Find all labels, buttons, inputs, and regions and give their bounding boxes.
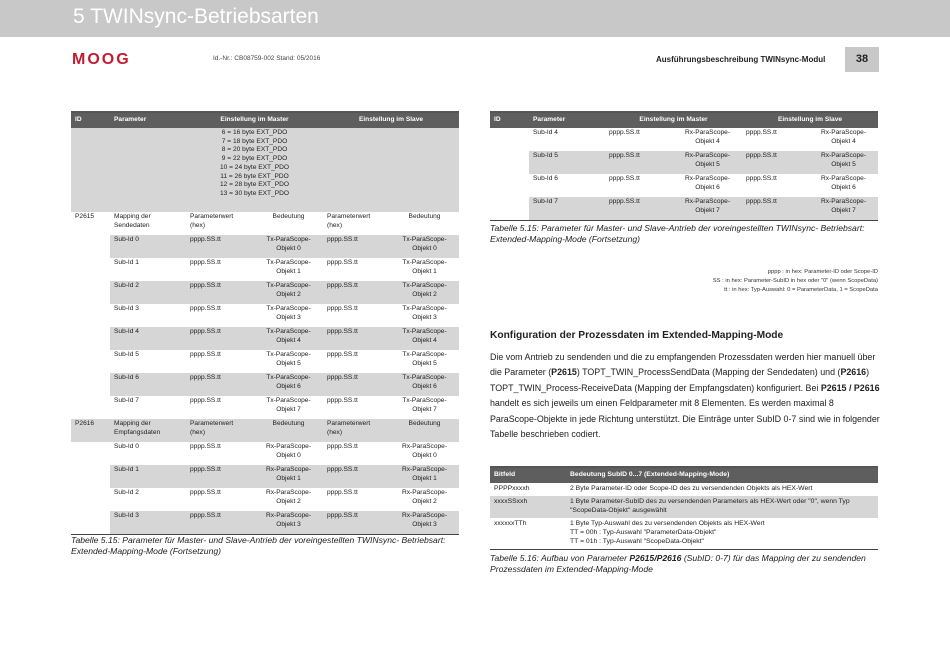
table-row: Sub-Id 2 pppp.SS.tt Rx-ParaScope-Objekt 2 pppp.SS.tt Rx-ParaScope-Objekt 2 — [114, 489, 448, 505]
document-title: Ausführungsbeschreibung TWINsync-Modul — [656, 55, 826, 64]
header-slave: Einstellung im Slave — [323, 112, 459, 128]
header-bitfeld: Bitfeld — [490, 467, 566, 483]
table-row: Sub-Id 6 pppp.SS.tt Rx-ParaScope-Objekt 6 pppp.SS.tt Rx-ParaScope-Objekt 6 — [533, 175, 867, 191]
param-name: Mapping der Empfangsdaten — [110, 419, 186, 442]
parameter-table-right — [490, 111, 878, 221]
bitfeld-table — [490, 466, 878, 550]
chapter-title: 5 TWINsync-Betriebsarten — [73, 5, 319, 28]
table-row: Sub-Id 5 pppp.SS.tt Rx-ParaScope-Objekt 5 pppp.SS.tt Rx-ParaScope-Objekt 5 — [490, 151, 878, 174]
table-row: Sub-Id 6 pppp.SS.tt Tx-ParaScope-Objekt 6 pppp.SS.tt Tx-ParaScope-Objekt 6 — [71, 373, 459, 396]
param-id: P2615 — [75, 213, 95, 220]
pdo-line: 10 = 24 byte EXT_PDO — [219, 163, 290, 171]
col-parameterwert: Parameterwert (hex) — [327, 213, 371, 229]
header-parameter: Parameter — [529, 112, 605, 128]
header-id: ID — [490, 112, 529, 128]
param-name: Mapping der Sendedaten — [114, 213, 151, 229]
legend-line: pppp : in hex: Parameter-ID oder Scope-ID — [767, 269, 878, 275]
legend-line: tt : in hex: Typ-Auswahl: 0 = ParameterData, 1 = ScopeData — [724, 286, 878, 293]
header-master: Einstellung im Master — [186, 112, 323, 128]
table-row: Sub-Id 1 pppp.SS.tt Tx-ParaScope-Objekt 1 pppp.SS.tt Tx-ParaScope-Objekt 1 — [114, 259, 447, 275]
col-parameterwert: Parameterwert (hex) — [190, 213, 234, 229]
table-row: Sub-Id 1 pppp.SS.tt Rx-ParaScope-Objekt 1 pppp.SS.tt Rx-ParaScope-Objekt 1 — [71, 465, 459, 488]
col-bedeutung: Bedeutung — [390, 419, 459, 442]
table-row: Sub-Id 7 pppp.SS.tt Rx-ParaScope-Objekt 7 pppp.SS.tt Rx-ParaScope-Objekt 7 — [490, 197, 878, 220]
pdo-line: 8 = 20 byte EXT_PDO — [221, 146, 288, 154]
col-parameterwert: Parameterwert (hex) — [186, 419, 254, 442]
pdo-line: 6 = 16 byte EXT_PDO — [221, 129, 288, 136]
legend-line: SS : in hex: Parameter-SubID in hex oder "0" (wenn ScopeData) — [712, 277, 878, 284]
table-row-p2616 — [71, 419, 459, 442]
col-parameterwert: Parameterwert (hex) — [323, 419, 390, 442]
table-row: xxxxxxTTh 1 Byte Typ-Auswahl des zu versendenden Objekts als HEX-Wert TT = 00h : Typ-Auswahl "ParameterData-Objekt" TT = 01h : Typ-Auswahl "ScopeData-Objekt" — [490, 518, 878, 549]
table-row: Sub-Id 5 pppp.SS.tt Tx-ParaScope-Objekt 5 pppp.SS.tt Tx-ParaScope-Objekt 5 — [114, 351, 447, 367]
table-row: Sub-Id 7 pppp.SS.tt Tx-ParaScope-Objekt 7 pppp.SS.tt Tx-ParaScope-Objekt 7 — [114, 397, 447, 413]
table-row: Sub-Id 0 pppp.SS.tt Rx-ParaScope-Objekt 0 pppp.SS.tt Rx-ParaScope-Objekt 0 — [114, 443, 448, 459]
pdo-size-list — [186, 128, 323, 212]
pdo-line: 7 = 18 byte EXT_PDO — [221, 137, 288, 145]
col-bedeutung: Bedeutung — [408, 213, 441, 220]
table-row-p2615 — [71, 212, 459, 235]
table-caption-right: Tabelle 5.15: Parameter für Master- und Slave-Antrieb der voreingestellten TWINsync- Betriebsart: Extended-Mapping-Mode (Fortsetzung) — [490, 223, 865, 245]
pdo-line: 9 = 22 byte EXT_PDO — [221, 155, 288, 163]
col-bedeutung: Bedeutung — [272, 213, 305, 220]
parameter-table-left — [71, 111, 459, 535]
table-row: Sub-Id 3 pppp.SS.tt Tx-ParaScope-Objekt 3 pppp.SS.tt Tx-ParaScope-Objekt 3 — [114, 305, 447, 321]
table-row: Sub-Id 2 pppp.SS.tt Tx-ParaScope-Objekt 2 pppp.SS.tt Tx-ParaScope-Objekt 2 — [71, 281, 459, 304]
table-header-row — [71, 112, 459, 128]
table-row: Sub-Id 0 pppp.SS.tt Tx-ParaScope-Objekt 0 pppp.SS.tt Tx-ParaScope-Objekt 0 — [71, 235, 459, 258]
header-slave: Einstellung im Slave — [742, 112, 878, 128]
section-paragraph: Die vom Antrieb zu sendenden und die zu empfangenden Prozessdaten werden hier manuell über die Parameter (P2615) TOPT_TWIN_ProcessSendData (Mapping der Sendedaten) und (P2616) TOPT_TWIN_Process-ReceiveData (Mapping der Empfangsdaten) konfiguriert. Bei P2615 / P2616 handelt es sich jeweils um einen Feldparameter mit 8 Elementen. Es werden maximal 8 ParaScope-Objekte in jede Richtung unterstützt. Die Einträge unter SubID 0-7 sind wie in folgender Tabelle beschrieben codiert. — [490, 352, 880, 440]
header-id: ID — [71, 112, 110, 128]
table-caption-bitfeld: Tabelle 5.16: Aufbau von Parameter P2615/P2616 (SubID: 0-7) für das Mapping der zu sendenden Prozessdaten im Extended-Mapping-Mode — [490, 553, 866, 575]
table-row: Sub-Id 3 pppp.SS.tt Rx-ParaScope-Objekt 3 pppp.SS.tt Rx-ParaScope-Objekt 3 — [71, 511, 459, 534]
table-row: Sub-Id 4 pppp.SS.tt Rx-ParaScope-Objekt 4 pppp.SS.tt Rx-ParaScope-Objekt 4 — [533, 129, 867, 145]
table-header-row — [490, 112, 878, 128]
table-row: Sub-Id 4 pppp.SS.tt Tx-ParaScope-Objekt 4 pppp.SS.tt Tx-ParaScope-Objekt 4 — [71, 327, 459, 350]
table-row-pdo — [71, 128, 459, 212]
param-id: P2616 — [71, 419, 110, 442]
document-id-line: Id.-Nr.: CB08759-002 Stand: 05/2016 — [213, 55, 321, 62]
table-header-row — [490, 467, 878, 483]
header-master: Einstellung im Master — [605, 112, 742, 128]
table-caption-left: Tabelle 5.15: Parameter für Master- und Slave-Antrieb der voreingestellten TWINsync- Betriebsart: Extended-Mapping-Mode (Fortsetzung) — [71, 535, 446, 557]
abbreviation-legend — [560, 268, 878, 295]
table-row: PPPPxxxxh 2 Byte Parameter-ID oder Scope-ID des zu versendenden Objekts als HEX-Wert — [494, 485, 813, 492]
moog-logo: MOOG — [72, 51, 131, 68]
pdo-line: 12 = 28 byte EXT_PDO — [219, 181, 290, 189]
table-row: xxxxSSxxh 1 Byte Parameter-SubID des zu versendenden Parameters als HEX-Wert oder "0", wenn Typ "ScopeData-Objekt" ausgewählt — [490, 496, 878, 518]
section-heading: Konfiguration der Prozessdaten im Extended-Mapping-Mode — [490, 330, 784, 341]
pdo-line: 11 = 26 byte EXT_PDO — [220, 172, 289, 180]
page-number: 38 — [845, 47, 879, 72]
pdo-line: 13 = 30 byte EXT_PDO — [219, 189, 290, 197]
header-parameter: Parameter — [110, 112, 186, 128]
col-bedeutung: Bedeutung — [254, 419, 323, 442]
chapter-banner — [0, 0, 950, 37]
header-bedeutung: Bedeutung SubID 0...7 (Extended-Mapping-Mode) — [566, 467, 878, 483]
